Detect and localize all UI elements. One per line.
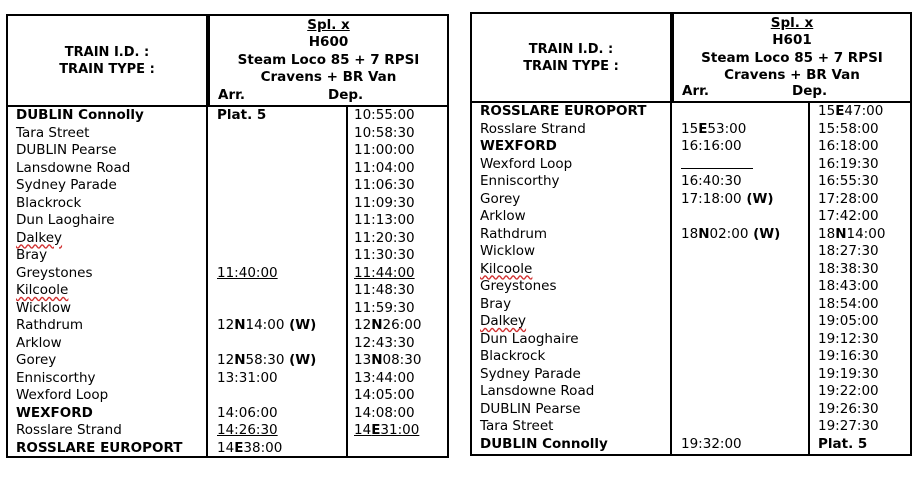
station-name: Kilcoole [16,282,69,298]
departure-time: 16:55:30 [818,173,879,189]
table-row [8,422,447,440]
station-name: Dalkey [16,229,63,246]
arrival-time: 14E38:00 [217,439,283,456]
departure-time: 12:43:30 [354,334,415,351]
arrival-time: 14:06:00 [217,404,278,421]
train-id-label: TRAIN I.D. : [64,44,150,60]
departure-time: 16:19:30 [818,155,879,172]
departure-time: 11:20:30 [354,229,415,246]
departure-time: 19:05:00 [818,313,879,329]
table-row [8,352,447,370]
special-label: Spl. x [307,17,350,33]
departure-time: 14:08:00 [354,404,415,421]
departure-time: 18:27:30 [818,243,879,259]
table-row [8,370,447,388]
table-row [472,313,910,331]
departure-time: 15E47:00 [818,103,884,119]
departure-time: 17:42:00 [818,208,879,224]
arrival-time: 13:31:00 [217,369,278,386]
table-row [8,405,447,423]
station-name: Rosslare Strand [16,422,122,438]
table-row [472,348,910,366]
station-name: Rathdrum [480,225,548,242]
departure-time: 19:19:30 [818,365,879,382]
station-name: ROSSLARE EUROPORT [480,103,647,119]
train-info [208,16,447,105]
departure-time: 11:30:30 [354,247,415,263]
table-row [472,401,910,419]
arrival-time: 15E53:00 [681,120,747,137]
table-row [8,317,447,335]
departure-time: 14E31:00 [354,422,420,438]
arrival-time: 19:32:00 [681,435,742,452]
arr-label: Arr. [682,83,709,99]
station-name: Arklow [480,208,526,224]
departure-time: 11:09:30 [354,194,415,211]
table-row [8,195,447,213]
departure-time: 18:54:00 [818,295,879,312]
arr-dep-labels [210,87,447,104]
station-name: Tara Street [480,418,554,434]
departure-time: 11:04:00 [354,159,415,176]
arrival-time: Plat. 5 [217,107,267,123]
timetable-header [8,16,447,107]
departure-time: 11:44:00 [354,264,415,281]
table-row [8,160,447,178]
station-name: ROSSLARE EUROPORT [16,439,183,456]
dep-label: Dep. [328,87,364,103]
station-name: DUBLIN Pearse [480,400,581,417]
departure-time: 19:16:30 [818,348,879,364]
station-name: Kilcoole [480,260,533,277]
arrival-time: 12N58:30 (W) [217,352,317,368]
table-row [8,440,447,458]
station-name: Rosslare Strand [480,120,586,137]
table-row [472,138,910,156]
departure-time: 15:58:00 [818,120,879,137]
timetable-header [472,14,910,103]
timetable-h601 [470,12,912,456]
station-name: DUBLIN Connolly [480,435,608,452]
table-row [472,278,910,296]
blank-entry-line [681,156,753,169]
station-name: DUBLIN Connolly [16,107,144,123]
train-stock: Cravens + BR Van [724,67,860,84]
table-row [472,261,910,279]
station-name: Arklow [16,334,62,351]
table-row [472,121,910,139]
table-row [8,230,447,248]
departure-time: 11:59:30 [354,299,415,316]
special-label: Spl. x [770,15,814,31]
table-row [472,173,910,191]
table-row [8,300,447,318]
station-name: Blackrock [480,348,546,364]
station-name: Enniscorthy [480,173,560,189]
train-info [672,14,910,101]
station-name: Lansdowne Road [16,159,131,176]
departure-time: 11:13:00 [354,212,415,228]
train-labels [472,14,670,101]
table-row [8,212,447,230]
timetable-rows [8,107,447,456]
train-loco: Steam Loco 85 + 7 RPSI [701,49,883,66]
station-name: Wexford Loop [16,387,109,403]
station-name: Gorey [480,190,521,207]
departure-time: 17:28:00 [818,190,879,207]
arrival-time: 16:40:30 [681,173,742,189]
arr-label: Arr. [218,87,245,103]
table-row [472,436,910,454]
train-id: H601 [772,32,812,49]
departure-time: 13:44:00 [354,369,415,386]
table-row [472,418,910,436]
table-row [8,142,447,160]
station-name: WEXFORD [16,404,93,421]
station-name: Bray [16,247,48,263]
departure-time: 18N14:00 [818,225,886,242]
departure-time: 18:43:00 [818,278,879,294]
station-name: Dun Laoghaire [480,330,579,347]
train-id: H600 [308,34,349,51]
departure-time: 16:18:00 [818,138,879,154]
table-row [8,282,447,300]
departure-time: 18:38:30 [818,260,879,277]
station-name: DUBLIN Pearse [16,142,117,158]
table-row [8,335,447,353]
timetable-h600 [6,14,449,458]
train-loco: Steam Loco 85 + 7 RPSI [237,51,420,68]
arrival-time: 11:40:00 [217,264,278,281]
table-row [472,383,910,401]
departure-time: 10:55:00 [354,107,415,123]
table-row [472,103,910,121]
arrival-time: 16:16:00 [681,138,742,154]
table-row [8,265,447,283]
departure-time: Plat. 5 [818,435,868,452]
table-row [472,331,910,349]
table-row [472,296,910,314]
table-row [472,243,910,261]
departure-time: 10:58:30 [354,124,415,141]
departure-time: 19:22:00 [818,383,879,399]
table-row [472,156,910,174]
timetable-rows [472,103,910,454]
station-name: Enniscorthy [16,369,96,386]
station-name: Tara Street [16,124,90,141]
station-name: Bray [480,295,512,312]
arrival-time: 17:18:00 (W) [681,190,774,207]
table-row [8,247,447,265]
departure-time: 11:00:00 [354,142,415,158]
departure-time: 13N08:30 [354,352,422,368]
station-name: Greystones [16,264,93,281]
train-labels [8,16,206,105]
station-name: Wicklow [16,299,72,316]
station-name: Greystones [480,278,557,294]
station-name: Wicklow [480,243,536,259]
arr-dep-labels [674,83,910,100]
departure-time: 19:26:30 [818,400,879,417]
table-row [472,366,910,384]
table-row [472,208,910,226]
departure-time: 14:05:00 [354,387,415,403]
station-name: Sydney Parade [16,177,117,193]
departure-time: 11:48:30 [354,282,415,298]
arrival-time: 14:26:30 [217,422,278,438]
table-row [472,226,910,244]
train-stock: Cravens + BR Van [260,69,397,86]
table-row [8,177,447,195]
station-name: Sydney Parade [480,365,581,382]
station-name: Dun Laoghaire [16,212,115,228]
arrival-time [681,156,753,174]
table-row [472,191,910,209]
station-name: WEXFORD [480,138,557,154]
station-name: Dalkey [480,313,527,329]
station-name: Blackrock [16,194,82,211]
station-name: Gorey [16,352,57,368]
train-type-label: TRAIN TYPE : [523,58,619,74]
arrival-time: 18N02:00 (W) [681,225,781,242]
dep-label: Dep. [792,83,828,99]
station-name: Rathdrum [16,317,84,333]
table-row [8,107,447,125]
table-row [8,387,447,405]
departure-time: 11:06:30 [354,177,415,193]
table-row [8,125,447,143]
train-type-label: TRAIN TYPE : [59,61,155,77]
arrival-time: 12N14:00 (W) [217,317,317,333]
departure-time: 19:27:30 [818,418,879,434]
train-id-label: TRAIN I.D. : [528,41,614,57]
station-name: Lansdowne Road [480,383,595,399]
departure-time: 19:12:30 [818,330,879,347]
departure-time: 12N26:00 [354,317,422,333]
station-name: Wexford Loop [480,155,573,172]
